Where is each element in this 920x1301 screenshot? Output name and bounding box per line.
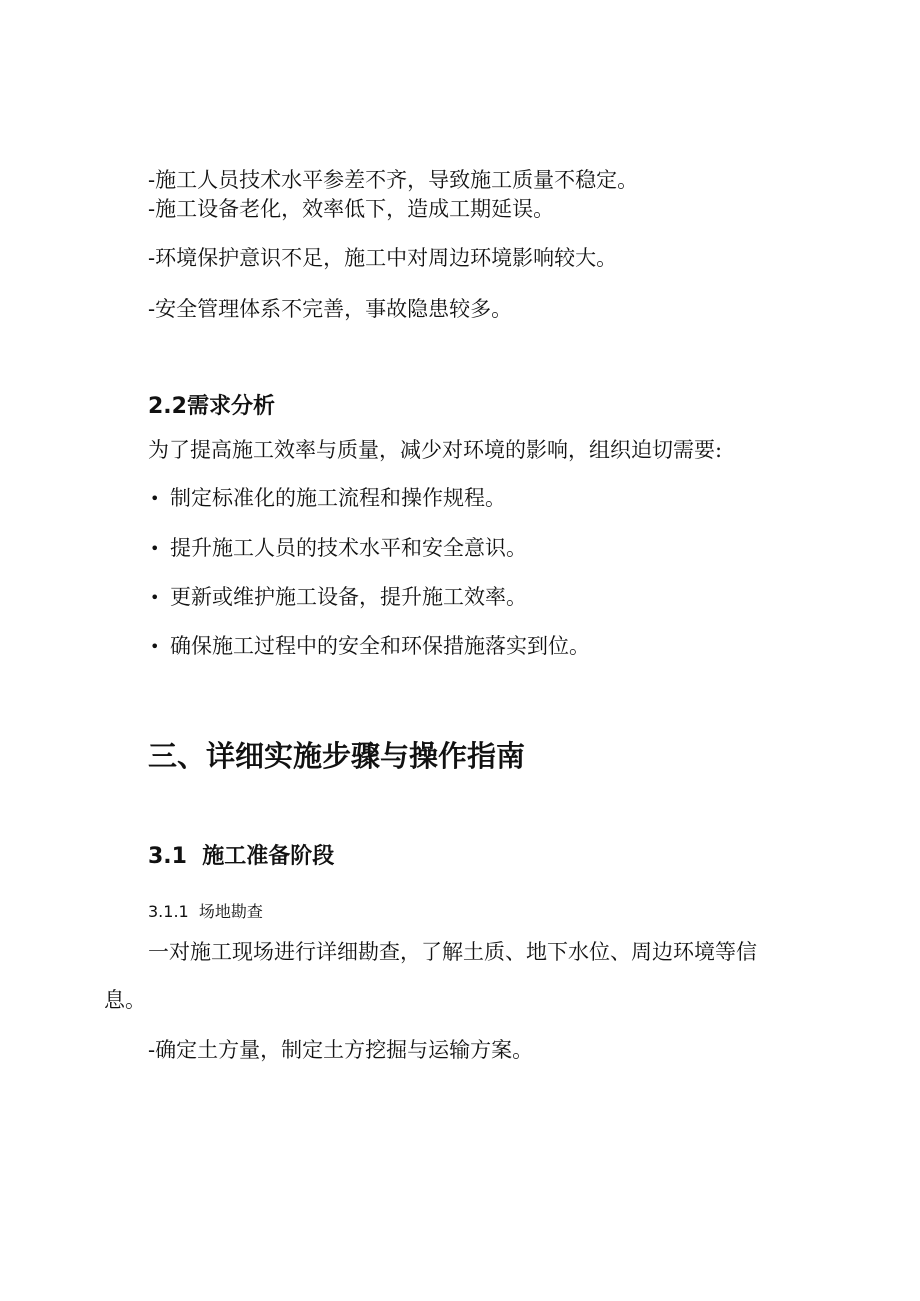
list-item: 提升施工人员的技术水平和安全意识。 <box>170 536 527 560</box>
list-item: 更新或维护施工设备，提升施工效率。 <box>170 585 527 609</box>
subsection-heading: 3.1.1 场地勘查 <box>148 902 263 921</box>
section-heading: 3.1 施工准备阶段 <box>148 844 335 869</box>
problem-item: -施工人员技术水平参差不齐，导致施工质量不稳定。 <box>148 168 639 192</box>
section-heading: 2.2需求分析 <box>148 394 275 419</box>
paragraph-line: 息。 <box>104 988 146 1012</box>
paragraph-line: 一对施工现场进行详细勘查，了解土质、地下水位、周边环境等信 <box>148 940 757 964</box>
bullet-marker: • <box>150 489 160 508</box>
bullet-marker: • <box>150 588 160 607</box>
list-item: 制定标准化的施工流程和操作规程。 <box>170 486 506 510</box>
paragraph-line: -确定土方量，制定土方挖掘与运输方案。 <box>148 1038 534 1062</box>
problem-item: -安全管理体系不完善，事故隐患较多。 <box>148 297 513 321</box>
problem-item: -施工设备老化，效率低下，造成工期延误。 <box>148 197 555 221</box>
bullet-marker: • <box>150 539 160 558</box>
chapter-heading: 三、详细实施步骤与操作指南 <box>148 739 526 773</box>
section-intro: 为了提高施工效率与质量，减少对环境的影响，组织迫切需要: <box>148 438 723 462</box>
list-item: 确保施工过程中的安全和环保措施落实到位。 <box>170 634 590 658</box>
bullet-marker: • <box>150 637 160 656</box>
problem-item: -环境保护意识不足，施工中对周边环境影响较大。 <box>148 246 618 270</box>
